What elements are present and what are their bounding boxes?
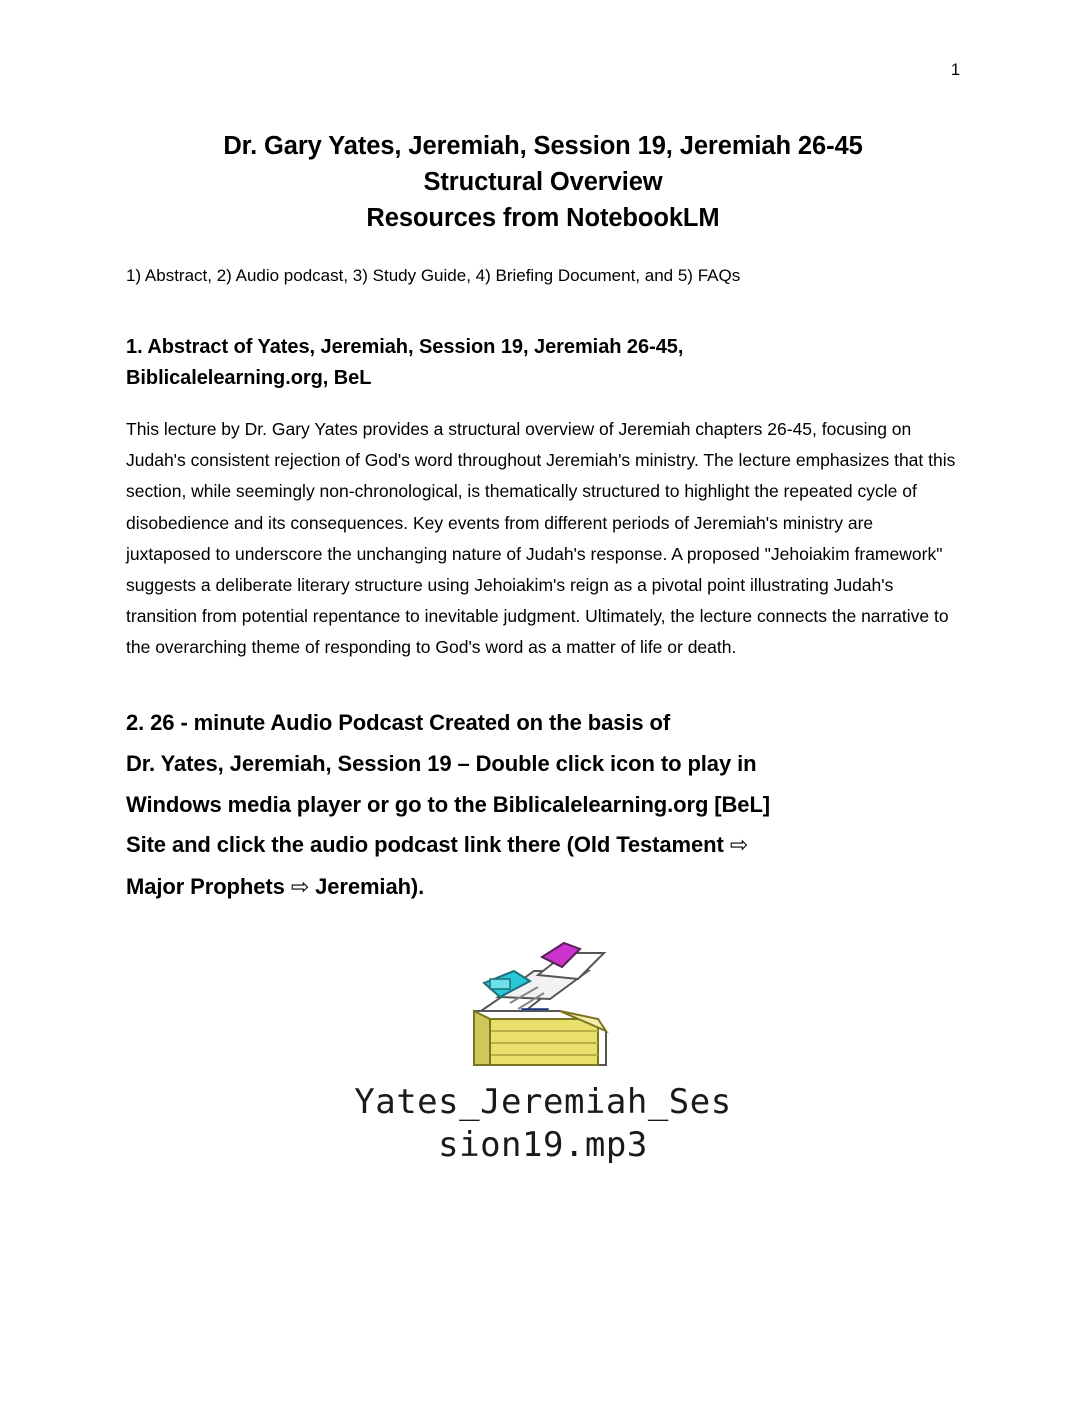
section-2-heading	[126, 703, 960, 908]
section-2-heading-line-5-text: Major Prophets	[126, 873, 291, 899]
section-1-heading-line-1: 1. Abstract of Yates, Jeremiah, Session 19, Jeremiah 26-45,	[126, 336, 684, 359]
arrow-right-icon-2: ⇨	[290, 874, 310, 900]
audio-file-label	[126, 1081, 960, 1168]
section-2-heading-line-4	[126, 825, 960, 867]
section-1-heading-line-2: Biblicalelearning.org, BeL	[126, 367, 372, 390]
section-2-heading-line-1: 2. 26 - minute Audio Podcast Created on the basis of	[126, 710, 671, 736]
section-1-paragraph: This lecture by Dr. Gary Yates provides a structural overview of Jeremiah chapters 26-45, focusing on Judah's consistent rejection of God's word throughout Jeremiah's ministry. The lecture emphasizes that this section, while seemingly non-chronological, is thematically structured to highlight the repeated cycle of disobedience and its consequences. Key events from different periods of Jeremiah's ministry are juxtaposed to underscore the unchanging nature of Judah's response. A proposed "Jehoiakim framework" suggests a deliberate literary structure using Jehoiakim's reign as a pivotal point illustrating Judah's transition from potential repentance to inevitable judgment. Ultimately, the lecture connects the narrative to the overarching theme of responding to God's word as a matter of life or death.	[126, 419, 956, 658]
resources-list: 1) Abstract, 2) Audio podcast, 3) Study Guide, 4) Briefing Document, and 5) FAQs	[126, 265, 741, 285]
arrow-right-icon: ⇨	[729, 833, 749, 859]
section-2-heading-line-2: Dr. Yates, Jeremiah, Session 19 – Double click icon to play in	[126, 750, 757, 776]
page-number: 1	[950, 61, 960, 79]
title-line-3: Resources from NotebookLM	[366, 204, 720, 233]
audio-file-label-line-2: sion19.mp3	[438, 1125, 648, 1166]
page-title	[126, 128, 960, 237]
media-file-icon[interactable]	[438, 935, 648, 1075]
audio-file-label-line-1: Yates_Jeremiah_Ses	[354, 1081, 732, 1122]
audio-file-block[interactable]	[126, 935, 960, 1168]
section-2-heading-line-4-text: Site and click the audio podcast link there (Old Testament	[126, 832, 730, 858]
section-2-heading-line-5-tail: Jeremiah).	[309, 873, 425, 899]
title-line-1: Dr. Gary Yates, Jeremiah, Session 19, Jeremiah 26-45	[223, 132, 863, 160]
section-2-heading-line-5	[126, 867, 960, 909]
document-content	[126, 128, 960, 1168]
section-1-heading	[126, 332, 960, 394]
title-line-2: Structural Overview	[423, 168, 663, 197]
section-2-heading-line-3: Windows media player or go to the Biblicalelearning.org [BeL]	[126, 791, 771, 817]
